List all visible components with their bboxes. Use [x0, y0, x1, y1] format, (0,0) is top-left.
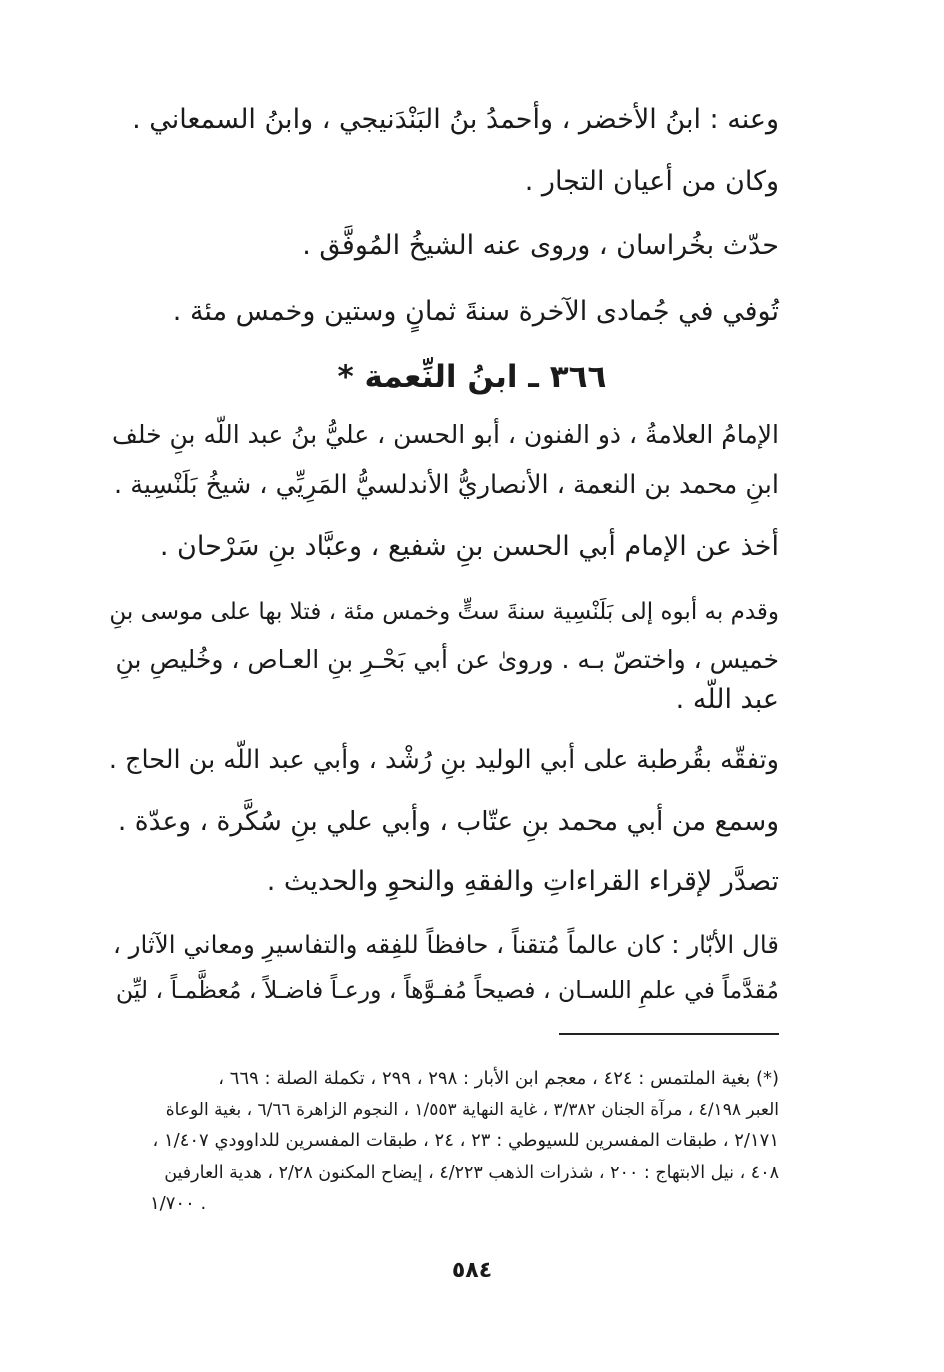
- text-line: خميس ، واختصّ بـه . وروىٰ عن أبي بَحْـرِ بنِ العـاص ، وخُليصِ بنِ: [115, 645, 779, 674]
- text-line: حدّث بخُراسان ، وروى عنه الشيخُ المُوفَّق .: [302, 230, 779, 261]
- text-line: وعنه : ابنُ الأخضر ، وأحمدُ بنُ البَنْدَنيجي ، وابنُ السمعاني .: [132, 104, 779, 135]
- page-number: ٥٨٤: [451, 1258, 493, 1283]
- text-line: وكان من أعيان التجار .: [524, 166, 779, 197]
- footnote-line: العبر ٤/١٩٨ ، مرآة الجنان ٣/٣٨٢ ، غاية النهاية ١/٥٥٣ ، النجوم الزاهرة ٦/٦٦ ، بغية الوعاة: [165, 1100, 779, 1120]
- text-line: وسمع من أبي محمد بنِ عتّاب ، وأبي علي بنِ سُكَّرة ، وعدّة .: [117, 806, 779, 837]
- text-line: وتفقّه بقُرطبة على أبي الوليد بنِ رُشْد ، وأبي عبد اللّه بن الحاج .: [108, 745, 779, 775]
- text-line: وقدم به أبوه إلى بَلَنْسِية سنةَ ستٍّ وخمس مئة ، فتلا بها على موسى بنِ: [109, 599, 779, 625]
- footnote-line: ٢/١٧١ ، طبقات المفسرين للسيوطي : ٢٣ ، ٢٤ ، طبقات المفسرين للداوودي ١/٤٠٧ ،: [152, 1130, 779, 1151]
- footnote-line: ٤٠٨ ، نيل الابتهاج : ٢٠٠ ، شذرات الذهب ٤/٢٢٣ ، إيضاح المكنون ٢/٢٨ ، هدية العارفين: [164, 1163, 779, 1183]
- text-line: تصدَّر لإقراء القراءاتِ والفقهِ والنحوِ والحديث .: [266, 866, 779, 897]
- footnote-divider: [559, 1033, 779, 1035]
- text-line: قال الأبّار : كان عالماً مُتقناً ، حافظاً للفِقه والتفاسيرِ ومعاني الآثار ،: [112, 930, 779, 959]
- text-line: تُوفي في جُمادى الآخرة سنةَ ثمانٍ وستين وخمس مئة .: [172, 296, 779, 327]
- footnote-line: (*) بغية الملتمس : ٤٢٤ ، معجم ابن الأبار : ٢٩٨ ، ٢٩٩ ، تكملة الصلة : ٦٦٩ ،: [218, 1068, 779, 1089]
- entry-heading: ٣٦٦ ـ ابنُ النِّعمة *: [337, 359, 607, 395]
- text-line: عبد اللّه .: [675, 684, 779, 715]
- text-line: أخذ عن الإمام أبي الحسن بنِ شفيع ، وعبَّاد بنِ سَرْحان .: [159, 531, 779, 562]
- text-line: مُقدَّماً في علمِ اللسـان ، فصيحاً مُفـوَّهاً ، ورعـاً فاضـلاً ، مُعظَّمـاً ، ليِّن: [115, 976, 779, 1004]
- text-line: ابنِ محمد بن النعمة ، الأنصاريُّ الأندلسيُّ المَرِيِّي ، شيخُ بَلَنْسِية .: [114, 470, 779, 500]
- text-line: الإمامُ العلامةُ ، ذو الفنون ، أبو الحسن ، عليُّ بنُ عبد اللّه بنِ خلف: [111, 420, 779, 449]
- footnote-line: ١/٧٠٠ .: [150, 1193, 207, 1214]
